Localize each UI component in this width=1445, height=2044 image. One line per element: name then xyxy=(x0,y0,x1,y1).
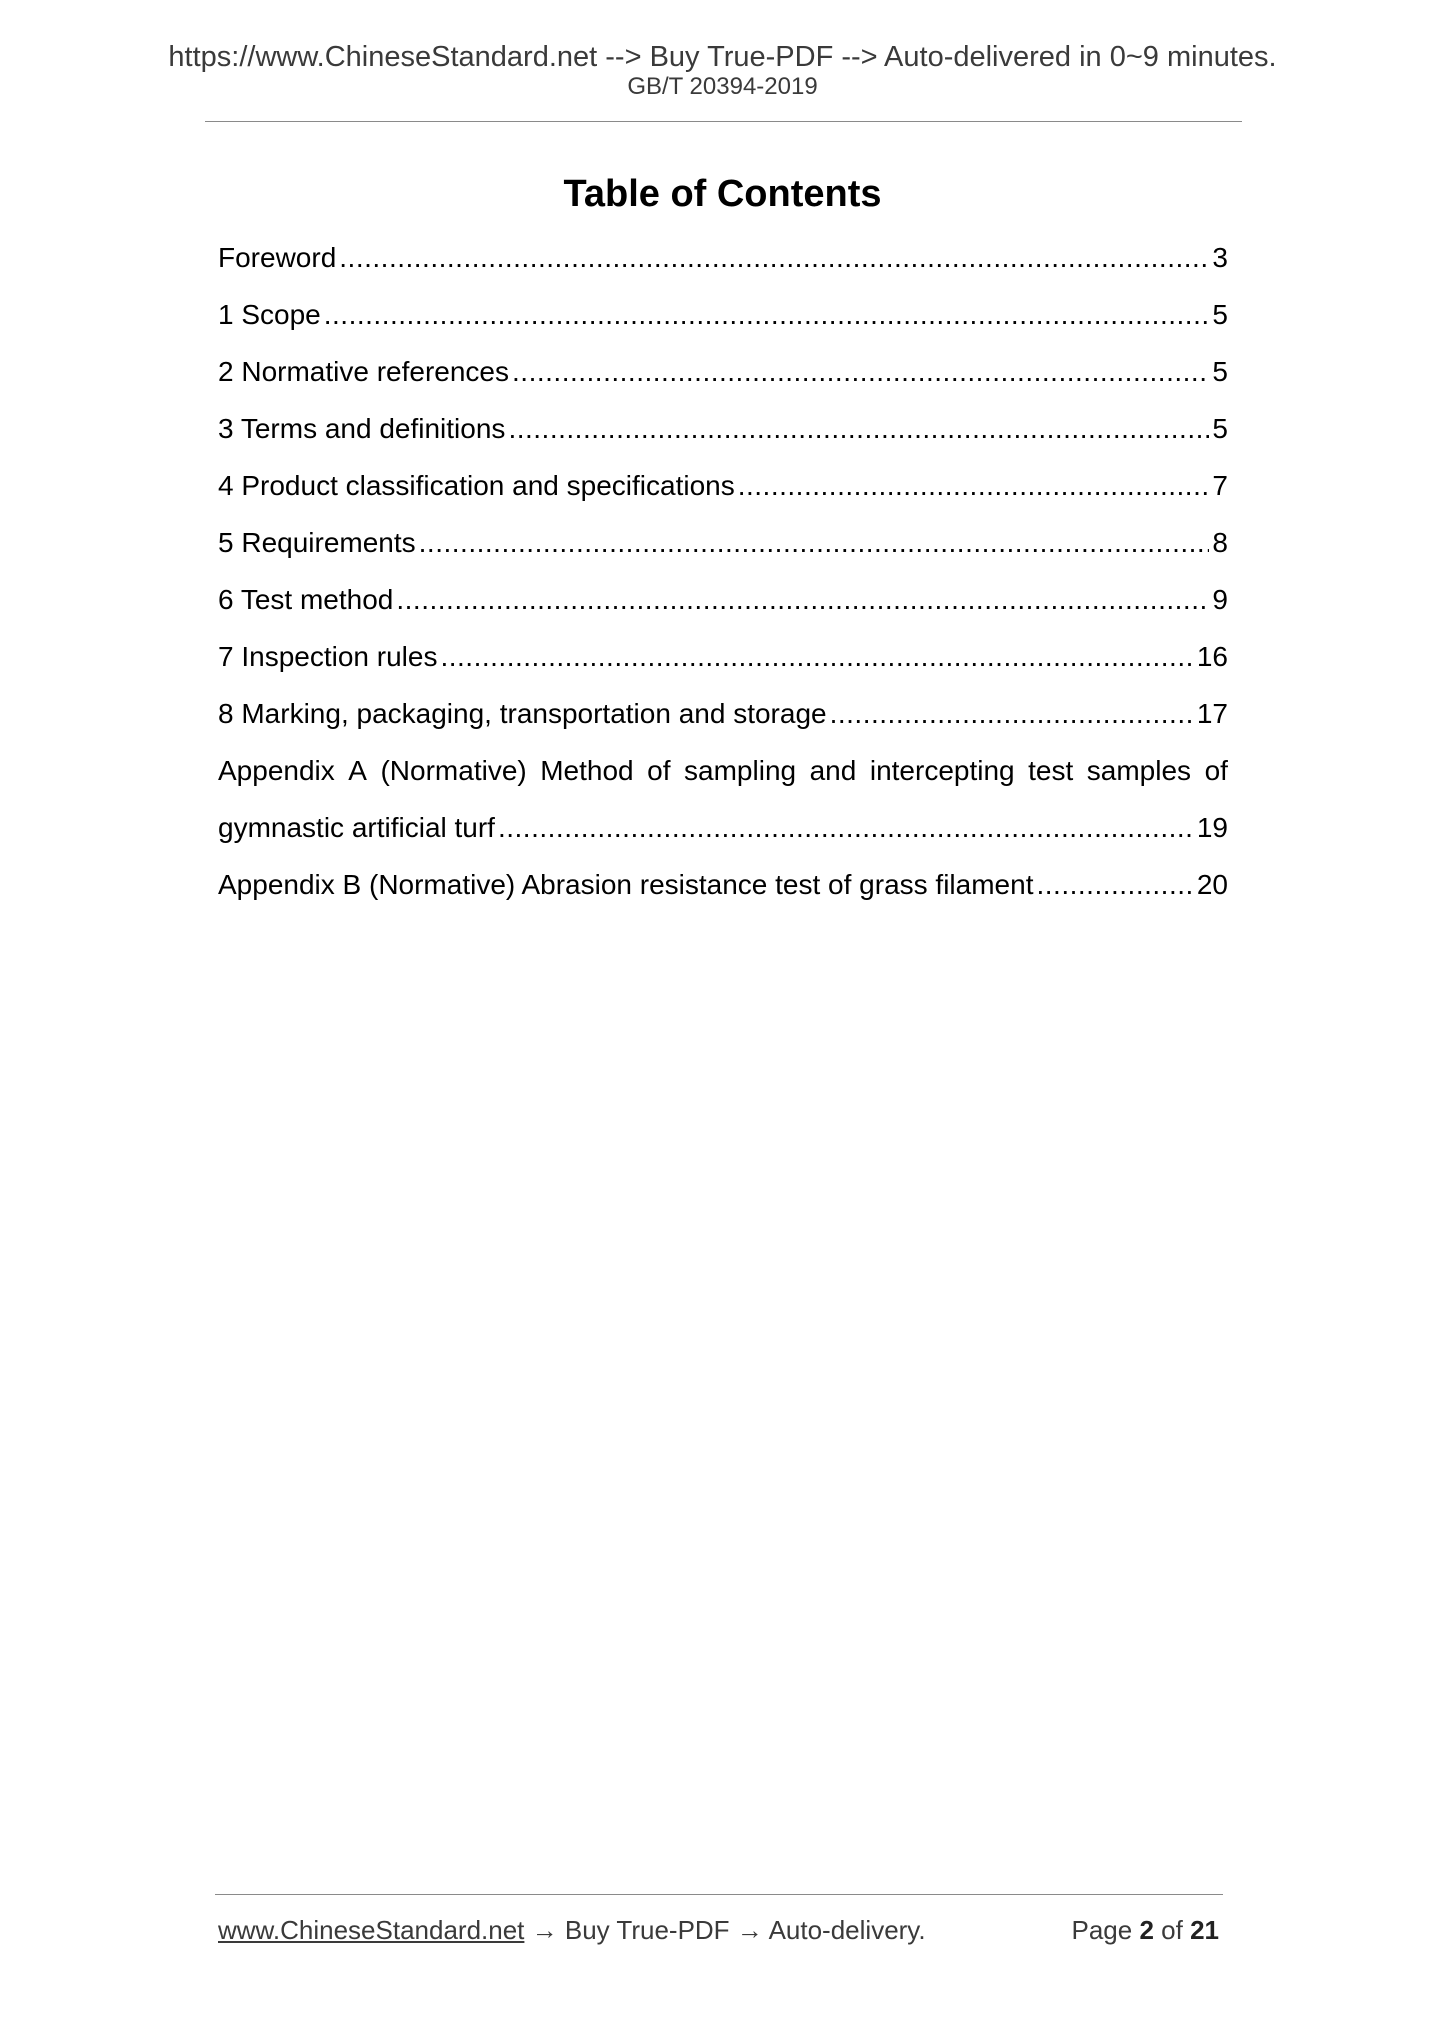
toc-word: test xyxy=(1028,755,1074,786)
toc-word: Appendix xyxy=(218,755,335,786)
toc-entry-label: 6 Test method xyxy=(218,584,394,615)
toc-entry-appendix-a-line1[interactable] xyxy=(218,751,1228,808)
toc-leader-dots xyxy=(830,694,1194,734)
toc-word: of xyxy=(647,755,671,786)
toc-word: and xyxy=(809,755,857,786)
source-banner: https://www.ChineseStandard.net --> Buy True-PDF --> Auto-delivered in 0~9 minutes. xyxy=(168,41,1277,73)
toc-entry-appendix-b[interactable] xyxy=(218,865,1228,922)
toc-word: of xyxy=(1204,755,1228,786)
toc-entry-normative-references[interactable] xyxy=(218,352,1228,409)
toc-entry-requirements[interactable] xyxy=(218,523,1228,580)
toc-word: samples xyxy=(1086,755,1192,786)
toc-entry-page: 8 xyxy=(1212,527,1228,558)
toc-entry-foreword[interactable] xyxy=(218,238,1228,295)
toc-leader-dots xyxy=(419,523,1210,563)
toc-entry-label: 8 Marking, packaging, transportation and storage xyxy=(218,698,827,729)
toc-entry-page: 19 xyxy=(1196,812,1228,843)
footer-source xyxy=(218,1914,926,1946)
toc-leader-dots xyxy=(339,238,1209,278)
toc-word: A xyxy=(348,755,367,786)
toc-leader-dots xyxy=(508,409,1209,449)
toc-entry-label: 5 Requirements xyxy=(218,527,416,558)
toc-entry-appendix-a-line2[interactable] xyxy=(218,808,1228,865)
toc-entry-page: 5 xyxy=(1212,299,1228,330)
toc-entry-scope[interactable] xyxy=(218,295,1228,352)
current-page-number: 2 xyxy=(1139,1915,1154,1945)
toc-leader-dots xyxy=(440,637,1193,677)
toc-leader-dots xyxy=(324,295,1210,335)
page-indicator xyxy=(1071,1914,1219,1946)
toc-entry-label: 2 Normative references xyxy=(218,356,510,387)
toc-word: sampling xyxy=(684,755,797,786)
toc-word: intercepting xyxy=(869,755,1015,786)
toc-entry-label: 7 Inspection rules xyxy=(218,641,438,672)
toc-entry-product-classification[interactable] xyxy=(218,466,1228,523)
footer-website-link[interactable]: www.ChineseStandard.net xyxy=(218,1915,525,1945)
of-word: of xyxy=(1161,1915,1183,1945)
total-page-number: 21 xyxy=(1190,1915,1219,1945)
footer-tagline: → Buy True-PDF → Auto-delivery. xyxy=(524,1915,926,1945)
toc-title: Table of Contents xyxy=(563,173,882,215)
toc-entry-page: 5 xyxy=(1212,413,1228,444)
toc-leader-dots xyxy=(512,352,1209,392)
document-code: GB/T 20394-2019 xyxy=(627,73,818,100)
toc-entry-test-method[interactable] xyxy=(218,580,1228,637)
toc-entry-label: 1 Scope xyxy=(218,299,321,330)
toc-entry-page: 17 xyxy=(1196,698,1228,729)
toc-entry-label: Foreword xyxy=(218,242,337,273)
toc-leader-dots xyxy=(498,808,1194,848)
toc-leader-dots xyxy=(1036,865,1193,905)
toc-leader-dots xyxy=(738,466,1210,506)
toc-entry-marking-packaging[interactable] xyxy=(218,694,1228,751)
toc-word: (Normative) xyxy=(380,755,527,786)
toc-entry-label: Appendix B (Normative) Abrasion resistance test of grass filament xyxy=(218,869,1034,900)
toc-list xyxy=(218,238,1228,922)
toc-entry-label: 4 Product classification and specifications xyxy=(218,470,735,501)
toc-entry-page: 7 xyxy=(1212,470,1228,501)
header-divider xyxy=(205,121,1242,122)
footer-divider xyxy=(215,1894,1223,1895)
toc-entry-terms-definitions[interactable] xyxy=(218,409,1228,466)
toc-entry-label: gymnastic artificial turf xyxy=(218,812,495,843)
toc-word: Method xyxy=(540,755,634,786)
toc-entry-page: 3 xyxy=(1212,242,1228,273)
toc-entry-page: 20 xyxy=(1196,869,1228,900)
toc-entry-inspection-rules[interactable] xyxy=(218,637,1228,694)
toc-entry-page: 16 xyxy=(1196,641,1228,672)
toc-entry-label: 3 Terms and definitions xyxy=(218,413,506,444)
page-word: Page xyxy=(1071,1915,1133,1945)
toc-leader-dots xyxy=(396,580,1209,620)
toc-entry-page: 9 xyxy=(1212,584,1228,615)
toc-entry-page: 5 xyxy=(1212,356,1228,387)
